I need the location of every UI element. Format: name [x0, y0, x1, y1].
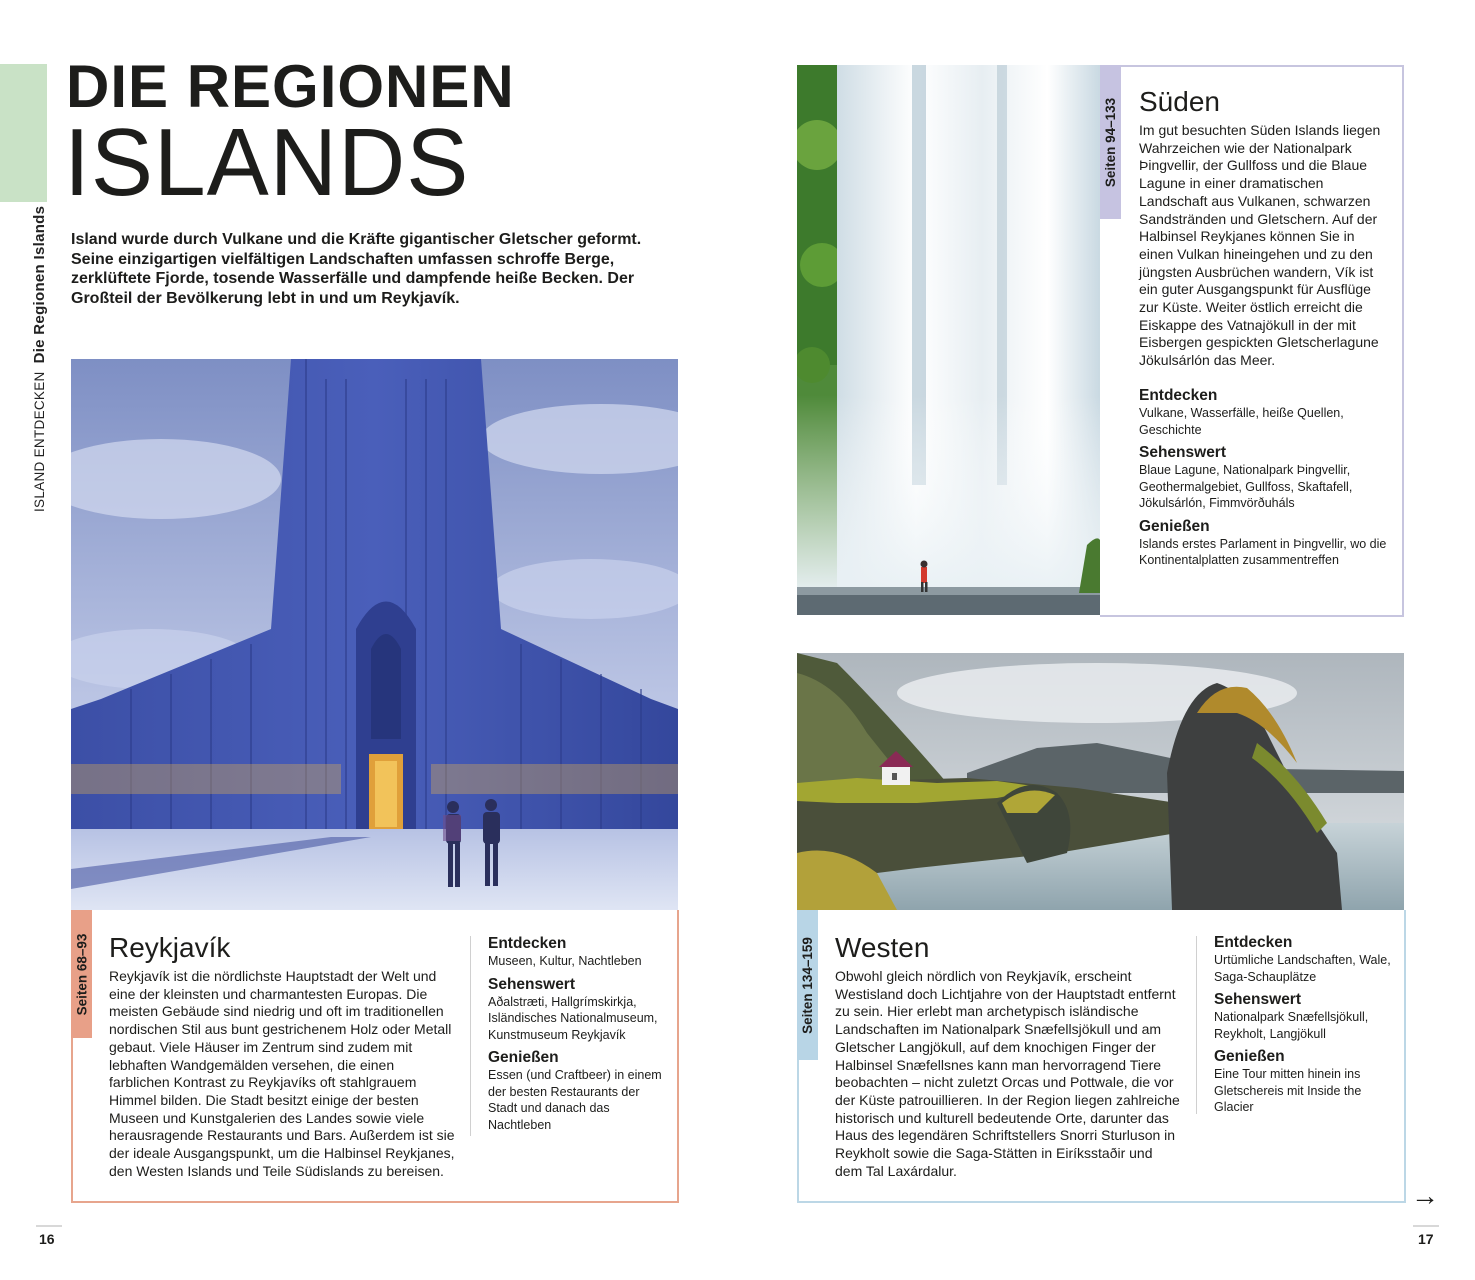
page-ref-tab-reykjavik: [71, 910, 92, 1038]
page-number-right: 17: [1418, 1231, 1434, 1247]
geniessen-text: Islands erstes Parlament in Þingvellir, wo die Kontinentalplatten zusammentreffen: [1139, 536, 1387, 567]
region-text-westen: Obwohl gleich nördlich von Reykjavík, erscheint Westisland doch Lichtjahre von der Hauptstadt entfernt zu sein. Hier erlebt man archetypisch isländische Landschaften im Nationalpark Snæfellsjökull und am Gletscher Langjökull, auf dem knochigen Finger der Halbinsel Snæfellsnes kann man hervorragend Tiere beobachten – nicht zuletzt Orcas und Pottwale, die vor der Küste patrouillieren. In der Region liegen zahlreiche historisch und kulturell bedeutende Orte, darunter das Haus des legendären Schriftstellers Snorri Sturluson in Reykholt sowie die Saga-Stätten in Eiríksstaðir und dem Tal Laxárdalur.: [835, 968, 1180, 1179]
photo-west-coast: [797, 653, 1404, 910]
intro-paragraph: Island wurde durch Vulkane und die Kräfte gigantischer Gletscher geformt. Seine einzigartigen vielfältigen Landschaften umfassen schroffe Berge, zerklüftete Fjorde, tosende Wasserfälle und dampfende heiße Becken. Der Großteil der Bevölkerung lebt in und um Reykjavík.: [71, 231, 642, 307]
highlights-reykjavik: [488, 935, 668, 1133]
highlights-sueden: [1139, 387, 1389, 569]
geniessen-heading: Genießen: [1214, 1048, 1285, 1065]
column-divider: [1196, 936, 1197, 1114]
sehenswert-text: Blaue Lagune, Nationalpark Þingvellir, Geothermalgebiet, Gullfoss, Skaftafell, Jökulsárlón, Fimmvörðuháls: [1139, 463, 1353, 510]
geniessen-text: Essen (und Craftbeer) in einem der besten Restaurants der Stadt und danach das Nachtleben: [488, 1068, 662, 1132]
geniessen-text: Eine Tour mitten hinein ins Gletschereis mit Inside the Glacier: [1214, 1067, 1362, 1114]
photo-waterfall-south: [797, 65, 1100, 615]
geniessen-heading: Genießen: [488, 1049, 559, 1066]
highlights-westen: [1214, 934, 1394, 1116]
page-ref-tab-sueden: [1100, 65, 1121, 219]
page-title-line1: DIE REGIONEN: [66, 53, 515, 120]
photo-hallgrimskirkja: [71, 359, 678, 910]
sehenswert-heading: Sehenswert: [1139, 444, 1227, 461]
section-color-tab: [0, 64, 47, 202]
entdecken-text: Museen, Kultur, Nachtleben: [488, 954, 642, 968]
next-page-arrow-icon[interactable]: →: [1411, 1180, 1439, 1211]
entdecken-heading: Entdecken: [1214, 934, 1293, 951]
page-ref-reykjavik: Seiten 68–93: [74, 933, 89, 1015]
region-title-sueden: Süden: [1139, 86, 1220, 117]
page-title-line2: ISLANDS: [64, 109, 470, 216]
entdecken-text: Urtümliche Landschaften, Wale, Saga-Schauplätze: [1214, 953, 1391, 984]
geniessen-heading: Genießen: [1139, 517, 1210, 535]
region-text-reykjavik: Reykjavík ist die nördlichste Hauptstadt der Welt und eine der kleinsten und charmantesten Europas. Die meisten Gebäude sind niedrig und oft im traditionellen nordischen Stil aus bunt gestrichenem Holz oder Metall gebaut. Viele Häuser im Zentrum sind zudem mit lebhaften Wandgemälden versehen, die einen farblichen Kontrast zu Reykjavíks oft stahlgrauem Himmel bilden. Die Stadt besitzt einige der besten Museen und Kunstgalerien des Landes sowie viele herausragende Restaurants und Bars. Außerdem ist sie der ideale Ausgangspunkt, um die Halbinsel Reykjanes, den Westen Islands und Teile Südislands zu bereisen.: [109, 968, 455, 1179]
page-number-bar-right: [1413, 1225, 1439, 1227]
region-title-reykjavik: Reykjavík: [109, 932, 231, 963]
page-number-bar-left: [36, 1225, 62, 1227]
region-title-westen: Westen: [835, 932, 930, 963]
sehenswert-heading: Sehenswert: [1214, 991, 1302, 1008]
chapter-label: Die Regionen Islands: [31, 205, 48, 364]
section-label: ISLAND ENTDECKEN: [32, 371, 47, 512]
sehenswert-heading: Sehenswert: [488, 975, 576, 993]
entdecken-heading: Entdecken: [488, 935, 567, 952]
sehenswert-text: Aðalstræti, Hallgrímskirkja, Isländisches Nationalmuseum, Kunstmuseum Reykjavík: [488, 994, 658, 1042]
sehenswert-text: Nationalpark Snæfellsjökull, Reykholt, Langjökull: [1214, 1010, 1369, 1041]
page-ref-tab-westen: [797, 910, 818, 1060]
entdecken-heading: Entdecken: [1139, 387, 1218, 404]
page-ref-westen: Seiten 134–159: [800, 936, 816, 1034]
page-number-left: 16: [39, 1231, 55, 1247]
running-header: [31, 206, 48, 512]
page-ref-sueden: Seiten 94–133: [1103, 97, 1118, 187]
region-text-sueden: Im gut besuchten Süden Islands liegen Wahrzeichen wie der Nationalpark Þingvellir, der Gullfoss und die Blaue Lagune in einer dramatischen Landschaft aus Vulkanen, schwarzen Sandstränden und Gletschern. Auf der Halbinsel Reykjanes können Sie in einen Vulkan hineingehen und zu den jüngsten Ausbrüchen wandern, Vík ist ein guter Ausgangspunkt für Ausflüge zur Küste. Weiter östlich erreicht die Eiskappe des Vatnajökull in der mit Eisbergen gespickten Gletscherlagune Jökulsárlón das Meer.: [1139, 122, 1381, 369]
entdecken-text: Vulkane, Wasserfälle, heiße Quellen, Geschichte: [1139, 406, 1344, 437]
column-divider: [470, 936, 471, 1136]
